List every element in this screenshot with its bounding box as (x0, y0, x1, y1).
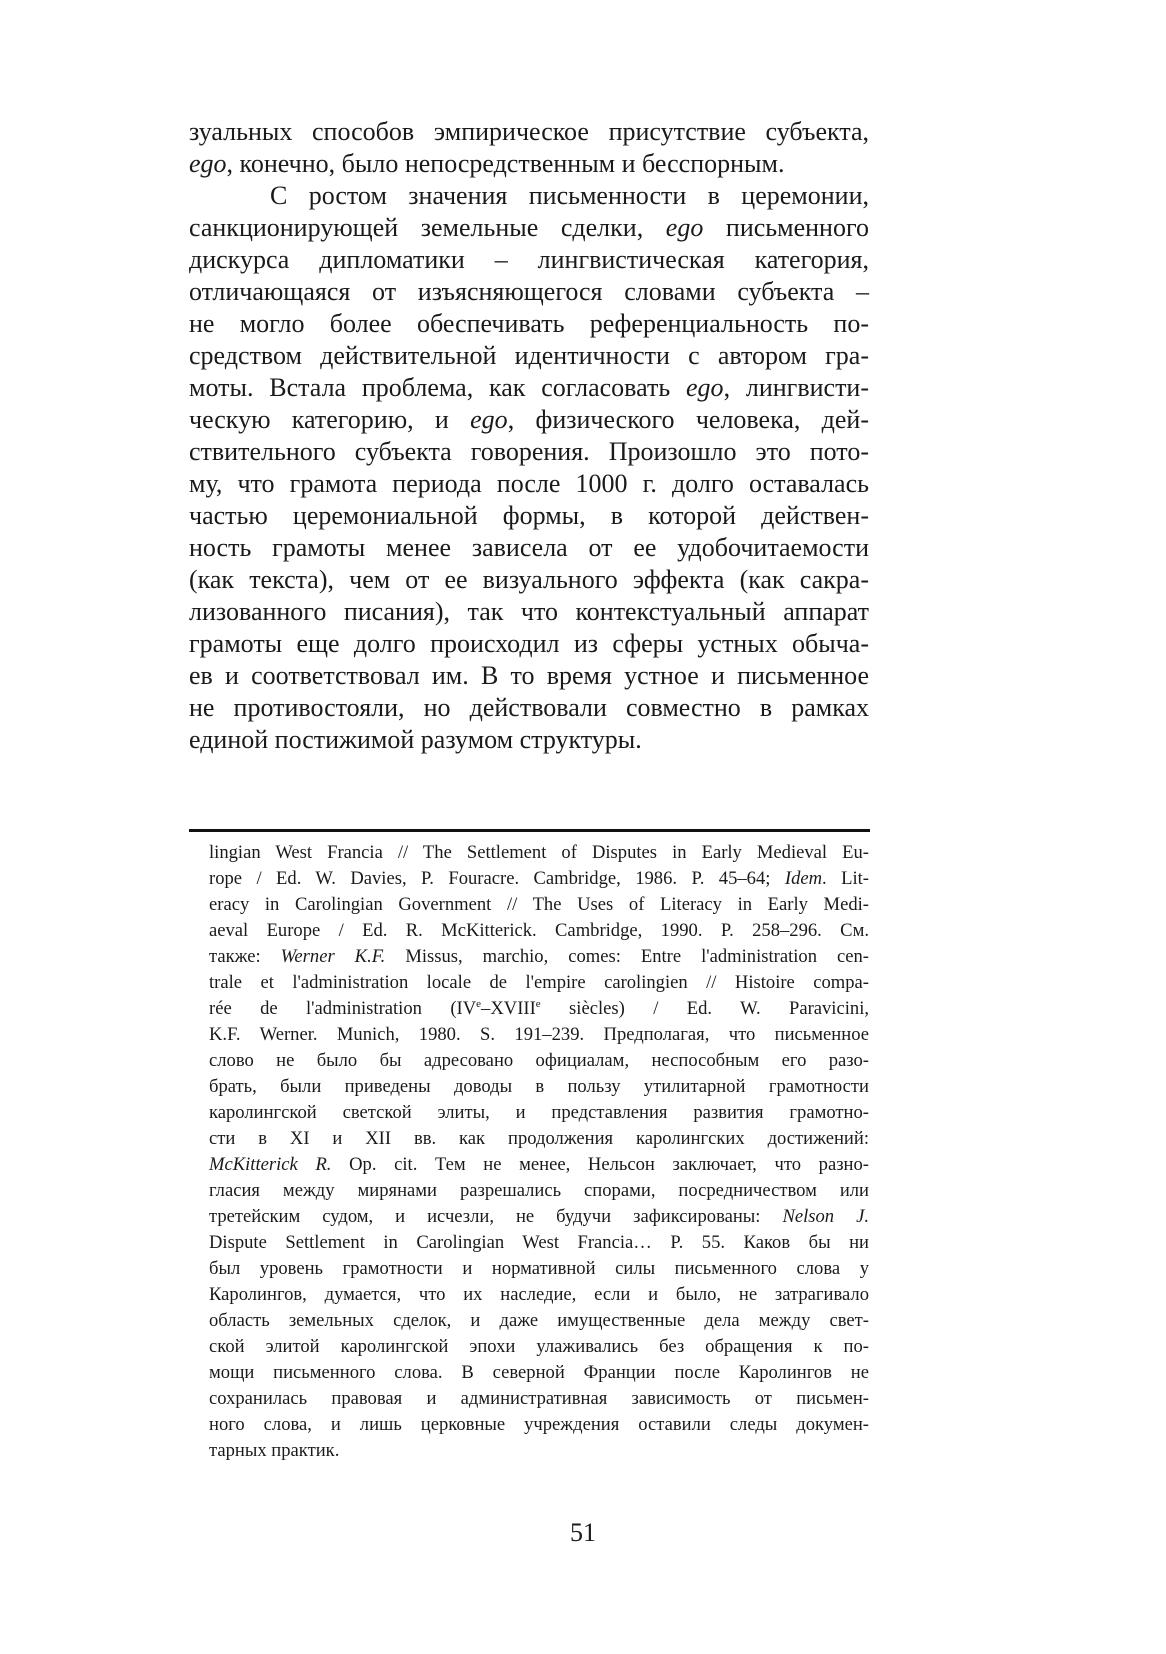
text-segment: Op. cit. Тем не менее, Нельсон заключает, что разно- (331, 1154, 869, 1175)
text-segment: ской элитой каролингской эпохи улаживались без обращения к по- (209, 1336, 869, 1357)
text-segment: санкционирующей земельные сделки, (189, 213, 666, 242)
text-segment: rope / Ed. W. Davies, P. Fouracre. Cambridge, 1986. P. 45–64; (209, 868, 785, 889)
text-segment: , физического человека, дей- (507, 405, 869, 434)
footnote-line (209, 866, 869, 892)
footnote-line (209, 1360, 869, 1386)
text-segment: грамоты еще долго происходил из сферы устных обыча- (189, 629, 869, 658)
footnote-line (209, 1230, 869, 1256)
text-segment: сохранилась правовая и административная зависимость от письмен- (209, 1388, 869, 1409)
text-segment: , лингвисти- (723, 373, 869, 402)
text-segment: trale et l'administration locale de l'empire carolingien // Histoire compa- (209, 972, 869, 993)
text-line (189, 340, 869, 372)
text-line (189, 532, 869, 564)
text-segment: моты. Встала проблема, как согласовать (189, 373, 687, 402)
footnote-line (209, 1282, 869, 1308)
page-number: 51 (570, 1518, 596, 1547)
text-line (189, 404, 869, 436)
footnote-line (209, 1334, 869, 1360)
text-line (189, 596, 869, 628)
italic-text: Idem (784, 868, 823, 889)
italic-text: ego (470, 405, 508, 434)
footnote-line (209, 944, 869, 970)
text-segment: ствительного субъекта говорения. Произошло это пото- (189, 437, 869, 466)
superscript: e (535, 998, 541, 1010)
text-line (189, 308, 869, 340)
text-segment: был уровень грамотности и нормативной силы письменного слова у (209, 1258, 869, 1279)
text-line (189, 724, 869, 756)
text-segment: eracy in Carolingian Government // The Uses of Literacy in Early Medi- (209, 894, 869, 915)
text-segment: дискурса дипломатики – лингвистическая категория, (189, 245, 869, 274)
text-line (189, 660, 869, 692)
superscript: e (476, 998, 482, 1010)
footnote-line (209, 918, 869, 944)
text-segment: му, что грамота периода после 1000 г. долго оставалась (189, 469, 869, 498)
text-segment: брать, были приведены доводы в пользу утилитарной грамотности (209, 1076, 869, 1097)
text-segment: каролингской светской элиты, и представления развития грамотно- (209, 1102, 869, 1123)
text-line (189, 564, 869, 596)
text-line (189, 244, 869, 276)
footnote-line (209, 1152, 869, 1178)
text-line (189, 500, 869, 532)
text-segment: также: (209, 946, 281, 967)
text-segment: ев и соответствовал им. В то время устное и письменное (189, 661, 869, 690)
text-segment: слово не было бы адресовано официалам, неспособным его разо- (209, 1050, 869, 1071)
text-segment: письменного (703, 213, 869, 242)
footnote-line (209, 1412, 869, 1438)
text-segment: тарных практик. (209, 1440, 340, 1461)
text-segment: Каролингов, думается, что их наследие, если и было, не затрагивало (209, 1284, 869, 1305)
text-segment: не противостояли, но действовали совместно в рамках (189, 693, 869, 722)
text-segment: (как текста), чем от ее визуального эффекта (как сакра- (189, 565, 869, 594)
text-segment: средством действительной идентичности с автором гра- (189, 341, 869, 370)
footnote-line (209, 1178, 869, 1204)
text-line (189, 212, 869, 244)
footnote (209, 840, 869, 1464)
text-segment: сти в XI и XII вв. как продолжения каролингских достижений: (209, 1128, 869, 1149)
italic-text: Werner K.F. (280, 946, 386, 967)
footnote-line (209, 1204, 869, 1230)
italic-text: Nelson J. (782, 1206, 869, 1227)
italic-text: McKitterick R. (209, 1154, 332, 1175)
footnote-line (209, 970, 869, 996)
footnote-line (209, 1022, 869, 1048)
text-segment: ность грамоты менее зависела от ее удобочитаемости (189, 533, 869, 562)
text-segment: K.F. Werner. Munich, 1980. S. 191–239. Предполагая, что письменное (209, 1024, 869, 1045)
text-segment: rée de l'administration (IV (209, 998, 477, 1019)
text-segment: lingian West Francia // The Settlement of Disputes in Early Medieval Eu- (209, 842, 869, 863)
footnote-line (209, 1048, 869, 1074)
text-segment: зуальных способов эмпирическое присутствие субъекта, (189, 117, 869, 146)
main-text (189, 116, 869, 756)
footnote-line (209, 1386, 869, 1412)
text-segment: частью церемониальной формы, в которой действен- (189, 501, 869, 530)
footnote-line (209, 1256, 869, 1282)
text-segment: , конечно, было непосредственным и бесспорным. (226, 149, 785, 178)
text-line (189, 692, 869, 724)
footnote-line (209, 1074, 869, 1100)
text-line (189, 436, 869, 468)
text-segment: отличающаяся от изъясняющегося словами субъекта – (189, 277, 869, 306)
text-segment: гласия между мирянами разрешались спорами, посредничеством или (209, 1180, 869, 1201)
footnote-line (209, 996, 869, 1022)
text-segment: лизованного писания), так что контекстуальный аппарат (189, 597, 869, 626)
text-segment: ческую категорию, и (189, 405, 471, 434)
text-line (189, 148, 869, 180)
text-segment: область земельных сделок, и даже имущественные дела между свет- (209, 1310, 869, 1331)
footnote-line (209, 1438, 869, 1464)
text-segment: не могло более обеспечивать референциальность по- (189, 309, 869, 338)
text-line (189, 116, 869, 148)
text-segment: мощи письменного слова. В северной Франции после Каролингов не (209, 1362, 869, 1383)
text-segment: третейским судом, и исчезли, не будучи зафиксированы: (209, 1206, 783, 1227)
italic-text: ego (686, 373, 724, 402)
text-segment: aeval Europe / Ed. R. McKitterick. Cambridge, 1990. P. 258–296. См. (209, 920, 869, 941)
text-segment: siècles) / Ed. W. Paravicini, (540, 998, 870, 1019)
text-segment: С ростом значения письменности в церемонии, (270, 181, 869, 210)
footnote-line (209, 892, 869, 918)
italic-text: ego (665, 213, 704, 242)
italic-text: ego (189, 149, 227, 178)
footnote-line (209, 840, 869, 866)
text-segment: . Lit- (822, 868, 869, 889)
footnote-separator (189, 829, 870, 832)
text-line (189, 276, 869, 308)
footnote-line (209, 1100, 869, 1126)
text-segment: –XVIII (481, 998, 536, 1019)
text-line (189, 180, 869, 212)
footnote-line (209, 1126, 869, 1152)
text-line (189, 372, 869, 404)
footnote-line (209, 1308, 869, 1334)
text-line (189, 628, 869, 660)
text-segment: ного слова, и лишь церковные учреждения оставили следы докумен- (209, 1414, 869, 1435)
text-segment: Missus, marchio, comes: Entre l'administration cen- (385, 946, 869, 967)
text-segment: Dispute Settlement in Carolingian West Francia… P. 55. Каков бы ни (209, 1232, 869, 1253)
text-line (189, 468, 869, 500)
text-segment: единой постижимой разумом структуры. (189, 725, 642, 754)
